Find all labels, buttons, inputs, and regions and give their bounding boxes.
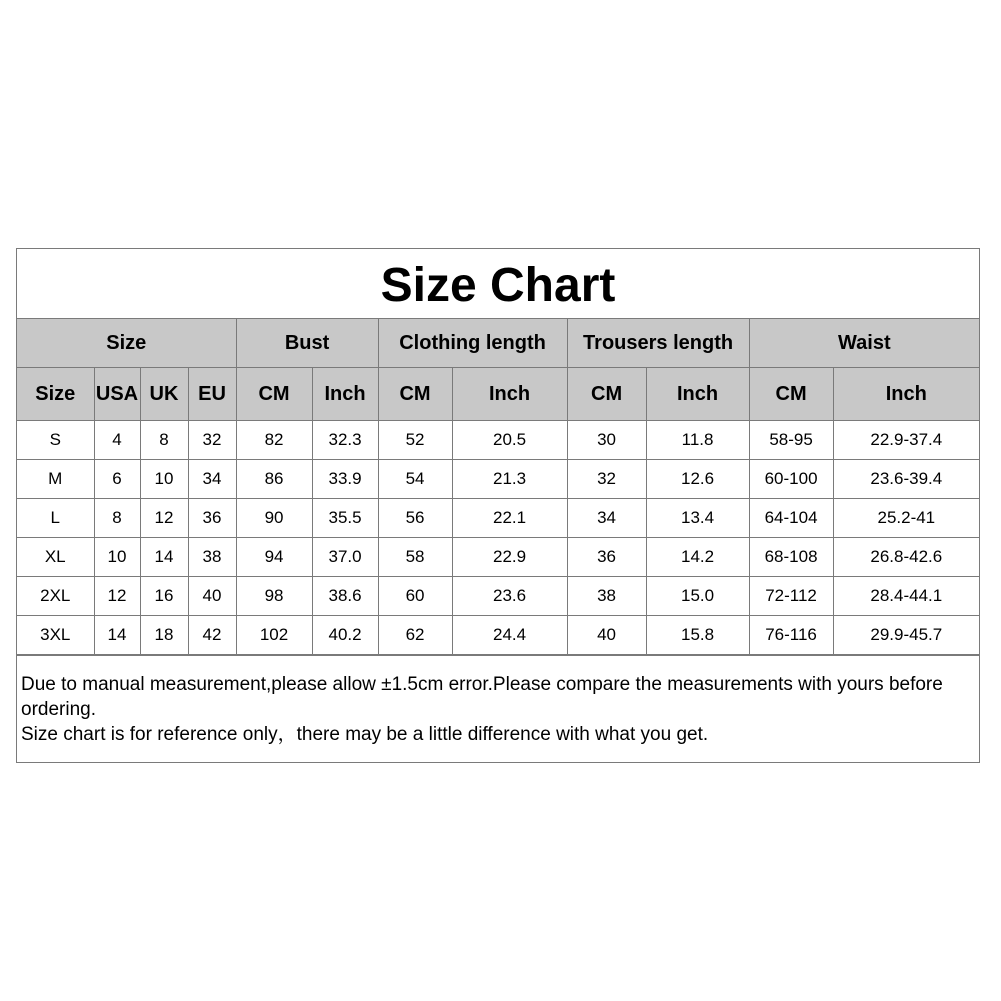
table-cell: 8	[94, 499, 140, 538]
notes	[17, 655, 979, 762]
table-cell: 35.5	[312, 499, 378, 538]
table-cell: L	[17, 499, 94, 538]
table-cell: 40	[188, 577, 236, 616]
chart-title: Size Chart	[17, 249, 979, 319]
sub-header-cell: EU	[188, 368, 236, 421]
table-cell: 4	[94, 421, 140, 460]
sub-header-cell: USA	[94, 368, 140, 421]
table-cell: 68-108	[749, 538, 833, 577]
table-cell: 28.4-44.1	[833, 577, 979, 616]
sub-header-cell: CM	[749, 368, 833, 421]
table-cell: 11.8	[646, 421, 749, 460]
table-cell: 38	[188, 538, 236, 577]
note-measurement: Due to manual measurement,please allow ±1.5cm error.Please compare the measurements with yours before ordering.	[21, 674, 943, 720]
table-cell: 72-112	[749, 577, 833, 616]
sub-header-cell: Inch	[646, 368, 749, 421]
sub-header-cell: CM	[378, 368, 452, 421]
table-cell: 29.9-45.7	[833, 616, 979, 655]
table-cell: 32.3	[312, 421, 378, 460]
table-cell: 38.6	[312, 577, 378, 616]
sub-header-cell: Inch	[452, 368, 567, 421]
table-cell: 2XL	[17, 577, 94, 616]
table-cell: 37.0	[312, 538, 378, 577]
sub-header-cell: Inch	[833, 368, 979, 421]
table-cell: M	[17, 460, 94, 499]
table-cell: 23.6-39.4	[833, 460, 979, 499]
table-cell: 52	[378, 421, 452, 460]
table-cell: 16	[140, 577, 188, 616]
table-cell: 26.8-42.6	[833, 538, 979, 577]
table-cell: 8	[140, 421, 188, 460]
table-cell: 36	[567, 538, 646, 577]
table-cell: 22.9-37.4	[833, 421, 979, 460]
table-cell: 3XL	[17, 616, 94, 655]
table-cell: 56	[378, 499, 452, 538]
table-cell: 12	[140, 499, 188, 538]
size-table	[17, 319, 979, 655]
table-cell: 15.0	[646, 577, 749, 616]
table-cell: 14	[94, 616, 140, 655]
group-header-row	[17, 319, 979, 368]
sub-header-row	[17, 368, 979, 421]
sub-header-cell: UK	[140, 368, 188, 421]
table-cell: 33.9	[312, 460, 378, 499]
table-cell: 13.4	[646, 499, 749, 538]
table-cell: 40.2	[312, 616, 378, 655]
table-cell: 40	[567, 616, 646, 655]
table-cell: 38	[567, 577, 646, 616]
table-cell: 21.3	[452, 460, 567, 499]
table-cell: 42	[188, 616, 236, 655]
table-cell: 58-95	[749, 421, 833, 460]
table-cell: 15.8	[646, 616, 749, 655]
table-cell: 76-116	[749, 616, 833, 655]
table-cell: 24.4	[452, 616, 567, 655]
table-cell: S	[17, 421, 94, 460]
group-header-bust: Bust	[236, 319, 378, 368]
group-header-waist: Waist	[749, 319, 979, 368]
sub-header-cell: CM	[567, 368, 646, 421]
table-cell: 102	[236, 616, 312, 655]
group-header-clothing-length: Clothing length	[378, 319, 567, 368]
table-cell: 23.6	[452, 577, 567, 616]
sub-header-cell: CM	[236, 368, 312, 421]
table-cell: 10	[140, 460, 188, 499]
table-cell: 18	[140, 616, 188, 655]
table-cell: 94	[236, 538, 312, 577]
group-header-trousers-length: Trousers length	[567, 319, 749, 368]
table-cell: 32	[567, 460, 646, 499]
table-row	[17, 421, 979, 460]
table-cell: 12	[94, 577, 140, 616]
table-cell: 54	[378, 460, 452, 499]
group-header-size: Size	[17, 319, 236, 368]
table-cell: 20.5	[452, 421, 567, 460]
table-cell: 62	[378, 616, 452, 655]
table-cell: 22.1	[452, 499, 567, 538]
table-row	[17, 499, 979, 538]
table-cell: 12.6	[646, 460, 749, 499]
sub-header-cell: Size	[17, 368, 94, 421]
table-cell: XL	[17, 538, 94, 577]
table-cell: 6	[94, 460, 140, 499]
table-row	[17, 577, 979, 616]
table-cell: 58	[378, 538, 452, 577]
table-cell: 14	[140, 538, 188, 577]
table-cell: 64-104	[749, 499, 833, 538]
table-row	[17, 538, 979, 577]
table-row	[17, 460, 979, 499]
table-cell: 25.2-41	[833, 499, 979, 538]
table-cell: 90	[236, 499, 312, 538]
table-body	[17, 421, 979, 655]
table-row	[17, 616, 979, 655]
table-cell: 82	[236, 421, 312, 460]
sub-header-cell: Inch	[312, 368, 378, 421]
note-reference: Size chart is for reference only，there may be a little difference with what you get.	[21, 724, 709, 745]
table-cell: 34	[567, 499, 646, 538]
table-cell: 22.9	[452, 538, 567, 577]
table-cell: 86	[236, 460, 312, 499]
table-cell: 14.2	[646, 538, 749, 577]
size-chart	[16, 248, 980, 763]
table-cell: 30	[567, 421, 646, 460]
table-cell: 98	[236, 577, 312, 616]
table-cell: 36	[188, 499, 236, 538]
table-cell: 32	[188, 421, 236, 460]
table-cell: 60	[378, 577, 452, 616]
table-cell: 60-100	[749, 460, 833, 499]
table-cell: 34	[188, 460, 236, 499]
table-cell: 10	[94, 538, 140, 577]
